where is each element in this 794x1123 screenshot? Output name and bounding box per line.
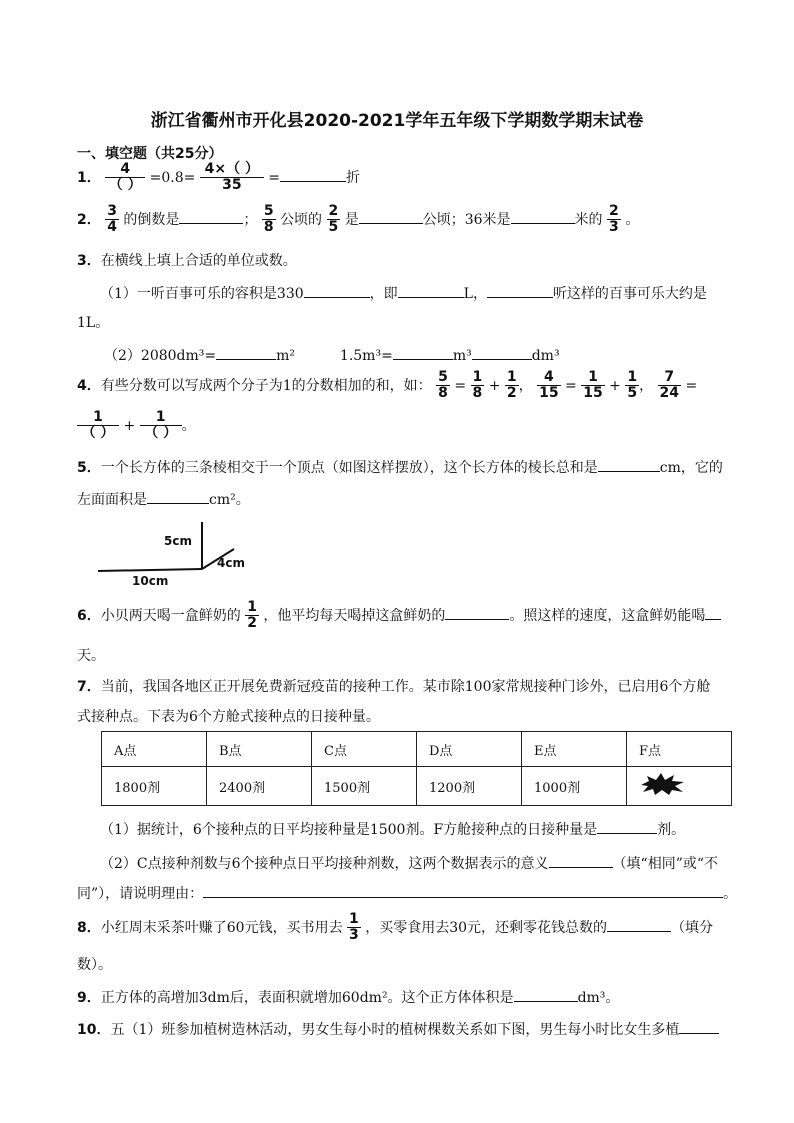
reason-blank[interactable] (203, 882, 723, 898)
table-cell: 1200剂 (417, 767, 522, 806)
question-3-part-2: （2）2080dm³= m² 1.5m³= m³ dm³ (104, 344, 560, 365)
length-edge (98, 569, 202, 571)
question-3-part-1-cont: 1L。 (77, 315, 110, 331)
answer-blank[interactable] (607, 916, 671, 932)
answer-blank[interactable] (514, 986, 578, 1002)
question-6-cont: 天。 (77, 648, 105, 664)
table-header-cell: D点 (417, 732, 522, 767)
answer-blank[interactable] (359, 208, 423, 224)
fraction[interactable]: $\frac{1}{( )}$ (140, 410, 182, 442)
fraction: $\frac{7}{24}$ (659, 369, 680, 402)
question-7-cont: 式接种点。下表为6个方舱式接种点的日接种量。 (77, 709, 380, 725)
fraction: $\frac{3}{4}$ (107, 203, 117, 236)
question-8-cont: 数）。 (77, 957, 112, 973)
fraction: $\frac{1}{3}$ (349, 911, 359, 944)
vaccination-table (101, 731, 732, 806)
question-10: 10．五（1）班参加植树造林活动，男女生每小时的植树棵数关系如下图，男生每小时比女生多植 (77, 1018, 719, 1039)
question-6: 6．小贝两天喝一盒鲜奶的 $\frac{1}{2}$ ，他平均每天喝掉这盒鲜奶的 。照这样的速度，这盒鲜奶能喝 (77, 600, 721, 632)
fraction: $\frac{1}{2}$ (247, 599, 257, 632)
fraction: $\frac{1}{5}$ (627, 369, 638, 402)
question-7-part-2-cont: 同”），请说明理由： 。 (77, 882, 737, 903)
section-heading: 一、填空题（共25分） (77, 146, 223, 162)
ink-blot-icon (639, 772, 687, 796)
height-label: 5cm (164, 534, 192, 548)
answer-blank[interactable] (598, 456, 660, 472)
answer-blank[interactable] (147, 488, 209, 504)
table-cell (627, 767, 732, 806)
answer-blank[interactable] (597, 818, 657, 834)
question-5: 5．一个长方体的三条棱相交于一个顶点（如图这样摆放），这个长方体的棱长总和是 cm，它的 (77, 456, 723, 477)
width-label: 4cm (217, 556, 245, 570)
fraction: $\frac{4\times( )}{35}$ (200, 162, 264, 194)
fraction: $\frac{2}{3}$ (609, 203, 619, 236)
fraction: $\frac{5}{8}$ (263, 203, 274, 236)
answer-blank[interactable] (393, 344, 453, 360)
fraction: $\frac{1}{15}$ (583, 369, 603, 402)
answer-blank[interactable] (398, 282, 464, 298)
fraction[interactable]: $\frac{1}{( )}$ (77, 410, 119, 442)
answer-blank[interactable] (304, 282, 370, 298)
table-cell: 1800剂 (102, 767, 207, 806)
fraction: $\frac{1}{2}$ (506, 369, 517, 402)
fraction: $\frac{4}{( )}$ (105, 162, 145, 194)
answer-blank[interactable] (487, 282, 553, 298)
fraction: $\frac{2}{5}$ (328, 203, 339, 236)
table-cell: 1500剂 (312, 767, 417, 806)
question-4-cont: $\frac{1}{( )}$ + $\frac{1}{( )}$ 。 (77, 410, 196, 442)
question-9: 9．正方体的高增加3dm后，表面积就增加60dm²。这个正方体体积是 dm³。 (77, 986, 619, 1007)
table-header-cell: C点 (312, 732, 417, 767)
length-label: 10cm (132, 574, 169, 588)
answer-blank[interactable] (445, 604, 509, 620)
answer-blank[interactable] (705, 604, 721, 620)
question-5-cont: 左面面积是 cm²。 (77, 488, 250, 509)
question-7-part-1: （1）据统计，6个接种点的日平均接种量是1500剂。F方舱接种点的日接种量是 剂。 (100, 818, 685, 839)
answer-blank[interactable] (472, 344, 532, 360)
answer-blank[interactable] (179, 208, 243, 224)
table-cell: 1000剂 (522, 767, 627, 806)
question-2: 2． $\frac{3}{4}$ 的倒数是 ； $\frac{5}{8}$ 公顷的 $\frac{2}{5}$ 是 公顷；36米是 米的 $\frac{2}{3}$ 。 (77, 203, 640, 236)
answer-blank[interactable] (280, 166, 346, 182)
question-4: 4．有些分数可以写成两个分子为1的分数相加的和，如： $\frac{5}{8}$ = $\frac{1}{8}$ + $\frac{1}{2}$ ， $\frac{4}{15}$ = $\frac{1}{15}$ + $\frac{1}{5}$ ， $\frac{7}{24}$ = (77, 369, 698, 402)
answer-blank[interactable] (679, 1018, 719, 1034)
question-8: 8．小红周末采茶叶赚了60元钱，买书用去 $\frac{1}{3}$ ，买零食用去30元，还剩零花钱总数的 （填分 (77, 911, 714, 944)
question-3-part-1: （1）一听百事可乐的容积是330 ，即 L， 听这样的百事可乐大约是 (100, 282, 707, 303)
fraction: $\frac{4}{15}$ (539, 369, 559, 402)
fraction: $\frac{1}{8}$ (472, 369, 483, 402)
table-header-cell: E点 (522, 732, 627, 767)
question-3: 3．在横线上填上合适的单位或数。 (77, 253, 297, 269)
cuboid-edges-figure (94, 516, 254, 592)
question-7-part-2: （2）C点接种剂数与6个接种点日平均接种剂数，这两个数据表示的意义 （填“相同”或“不 (100, 852, 718, 873)
question-7: 7．当前，我国各地区正开展免费新冠疫苗的接种工作。某市除100家常规接种门诊外，已启用6个方舱 (77, 679, 711, 695)
fraction: $\frac{5}{8}$ (438, 369, 448, 402)
table-header-cell: A点 (102, 732, 207, 767)
answer-blank[interactable] (511, 208, 575, 224)
question-1: 1． $\frac{4}{( )}$ =0.8= $\frac{4\times( )}{35}$ = 折 (77, 161, 361, 194)
answer-blank[interactable] (216, 344, 276, 360)
table-header-cell: B点 (207, 732, 312, 767)
page-title: 浙江省衢州市开化县2020-2021学年五年级下学期数学期末试卷 (150, 111, 644, 131)
answer-blank[interactable] (549, 852, 613, 868)
table-header-cell: F点 (627, 732, 732, 767)
table-cell: 2400剂 (207, 767, 312, 806)
